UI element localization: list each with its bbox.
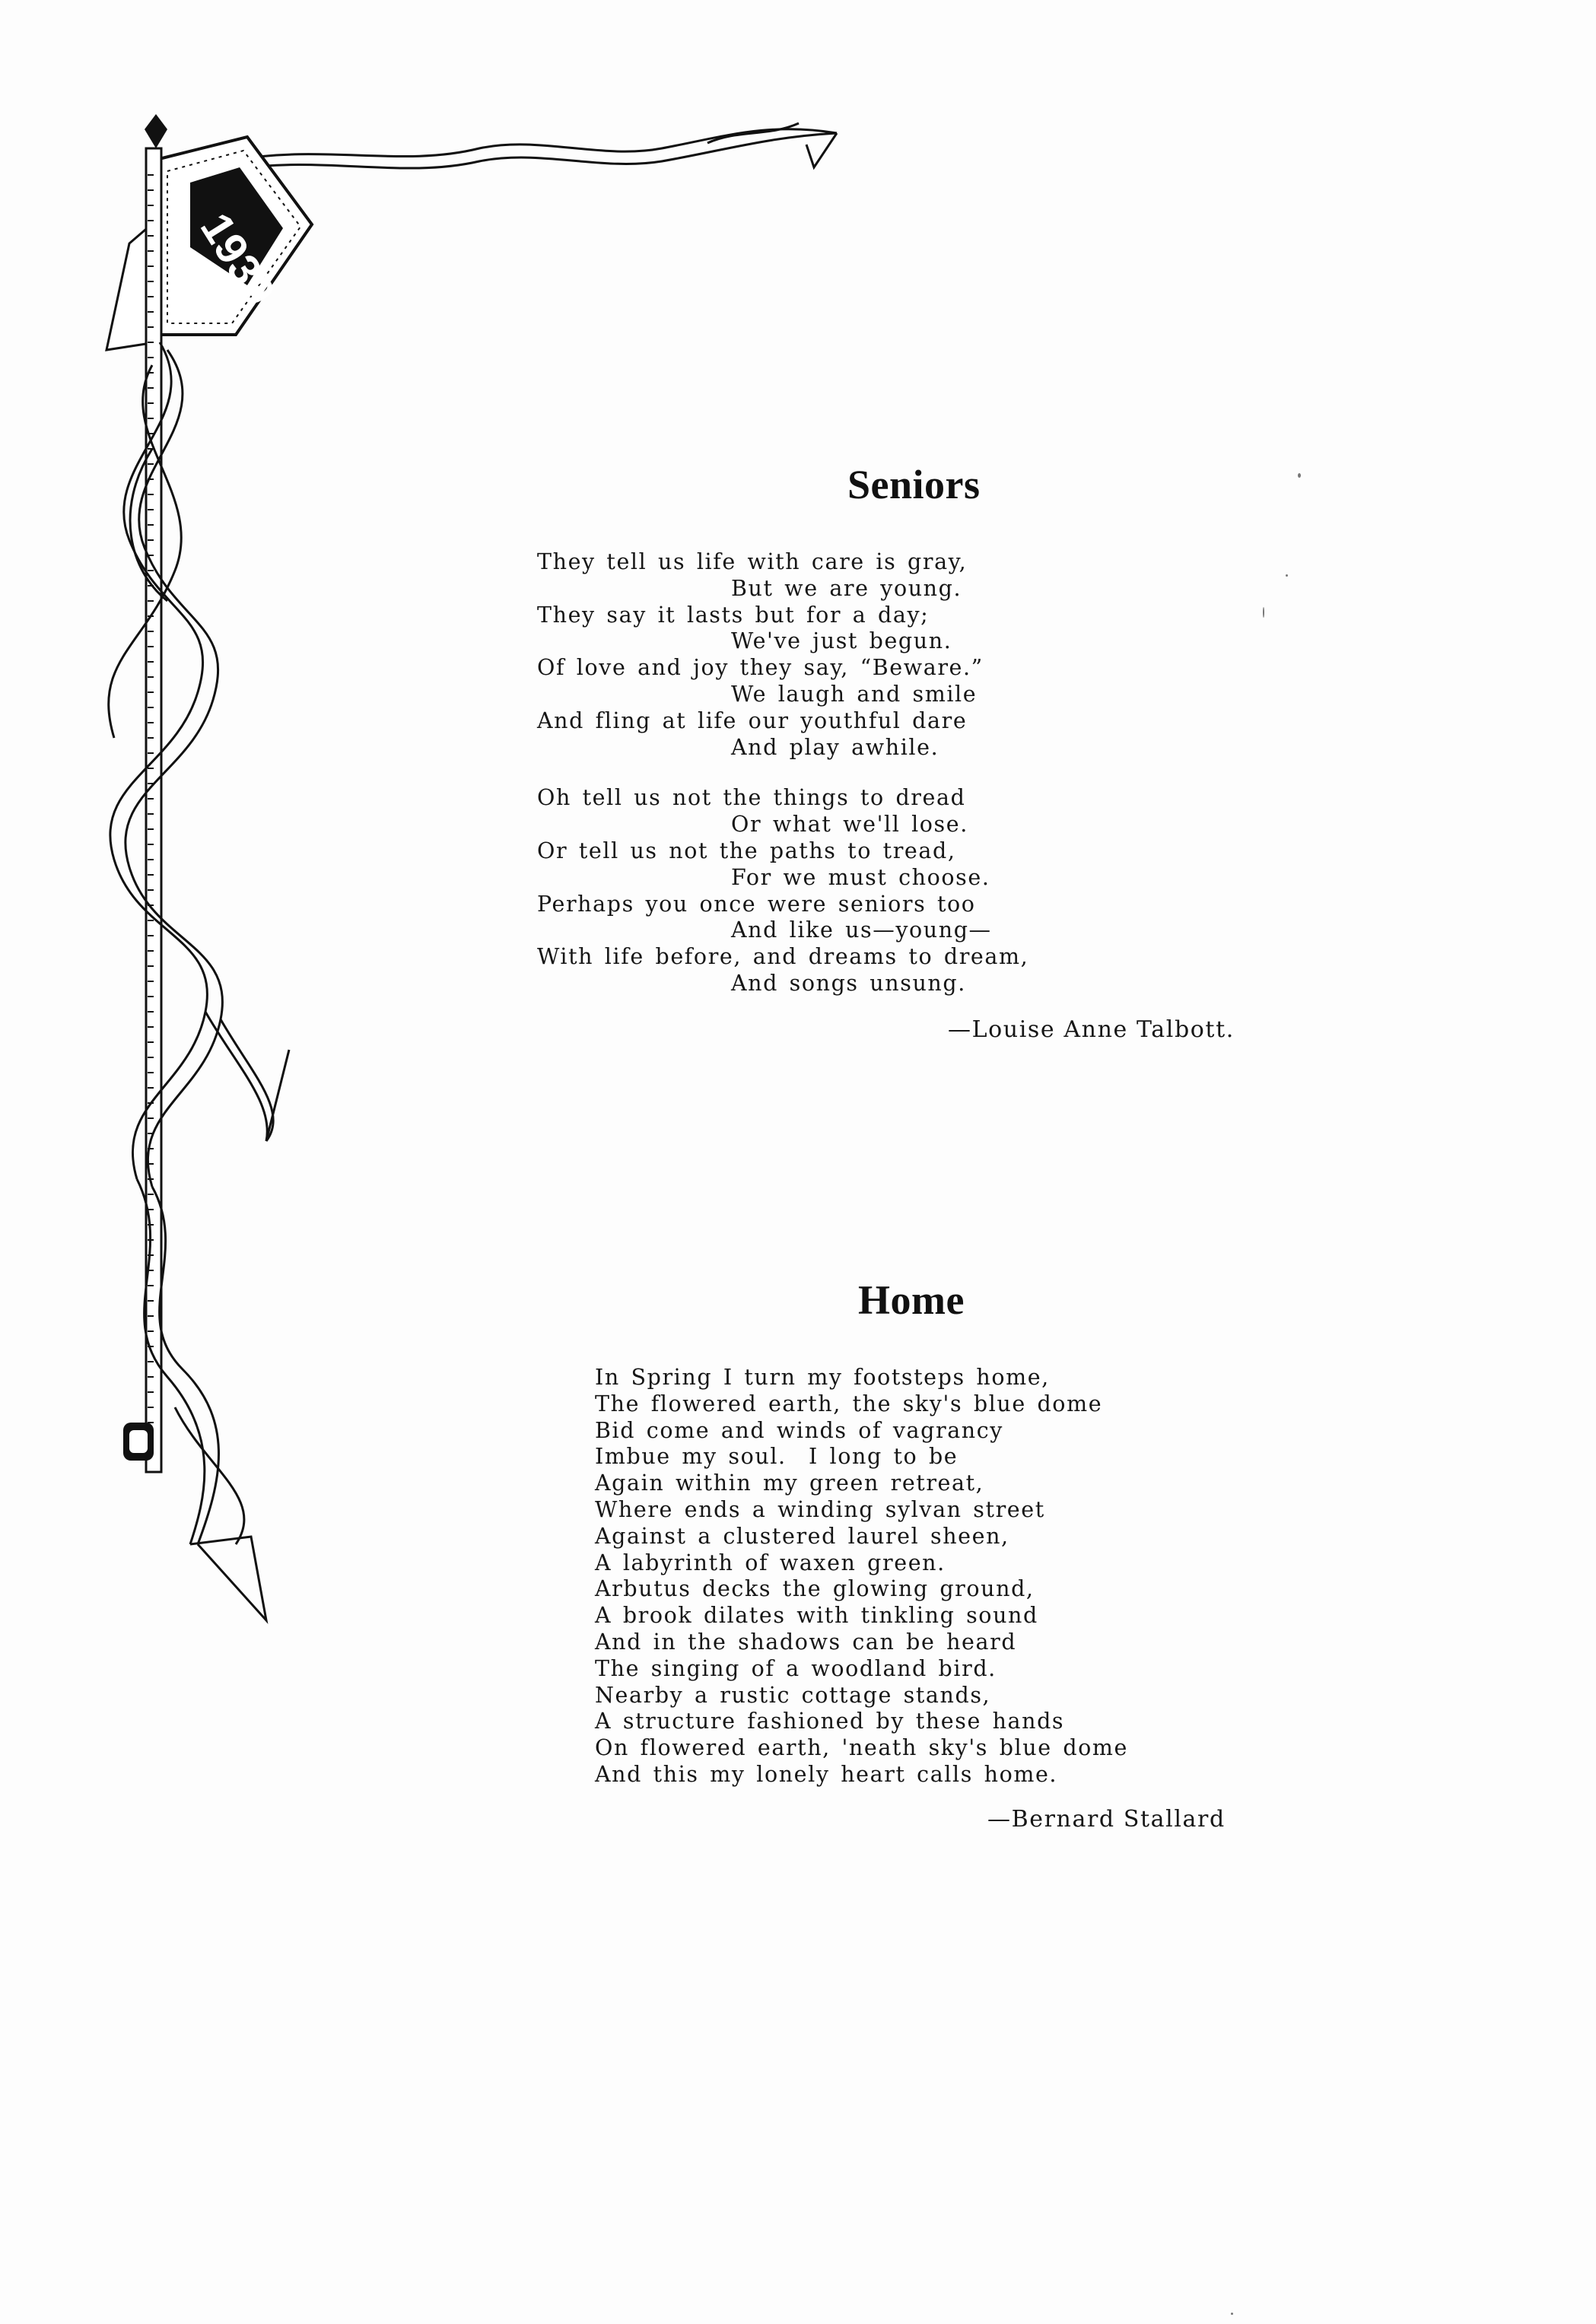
poem-line: Where ends a winding sylvan street	[595, 1496, 1045, 1522]
poem-line: With life before, and dreams to dream,	[537, 944, 1029, 970]
poem-line: The flowered earth, the sky's blue dome	[595, 1391, 1103, 1416]
poem-line: They say it lasts but for a day;	[537, 602, 930, 628]
poem-author-home: —Bernard Stallard	[987, 1806, 1226, 1833]
poem-line: On flowered earth, 'neath sky's blue dome	[595, 1735, 1129, 1761]
poem-line: We laugh and smile	[731, 681, 978, 707]
streamer-ribbon-top	[236, 123, 837, 169]
poem-line: And in the shadows can be heard	[595, 1629, 1017, 1655]
pole-finial	[145, 114, 167, 148]
poem-line: For we must choose.	[731, 864, 990, 890]
poem-line: A brook dilates with tinkling sound	[595, 1603, 1038, 1629]
pennant-1939	[107, 137, 312, 350]
scan-speck	[1231, 2313, 1233, 2315]
poem-author-seniors: —Louise Anne Talbott.	[948, 1016, 1235, 1043]
poem-line: Or what we'll lose.	[731, 812, 968, 838]
poem-line: And play awhile.	[731, 734, 939, 760]
poem-line: In Spring I turn my footsteps home,	[595, 1365, 1050, 1390]
poem-seniors	[537, 549, 1028, 997]
poem-line: Of love and joy they say, “Beware.”	[537, 655, 984, 681]
poem-line: Again within my green retreat,	[595, 1470, 984, 1496]
poem-line: We've just begun.	[731, 628, 952, 654]
stanza-break	[537, 761, 1028, 785]
poem-line: And like us—young—	[731, 917, 992, 943]
poem-title-seniors: Seniors	[847, 462, 981, 507]
poem-line: And songs unsung.	[731, 970, 966, 996]
poem-line: Against a clustered laurel sheen,	[595, 1523, 1009, 1549]
poem-line: Perhaps you once were seniors too	[537, 891, 976, 917]
poem-line: Imbue my soul. I long to be	[595, 1444, 959, 1470]
poem-home	[595, 1365, 1128, 1788]
poem-title-home: Home	[858, 1277, 965, 1323]
pennant-year: 1939	[190, 205, 285, 314]
poem-line: A structure fashioned by these hands	[595, 1709, 1065, 1734]
poem-line: Oh tell us not the things to dread	[537, 785, 966, 811]
poem-line: And this my lonely heart calls home.	[595, 1761, 1058, 1787]
poem-line: The singing of a woodland bird.	[595, 1655, 997, 1681]
poem-line: Or tell us not the paths to tread,	[537, 838, 956, 863]
poem-line: Arbutus decks the glowing ground,	[595, 1576, 1035, 1602]
poem-line: And fling at life our youthful dare	[537, 707, 968, 733]
poem-line: They tell us life with care is gray,	[537, 549, 968, 574]
scan-speck	[1263, 607, 1264, 618]
poem-line: A labyrinth of waxen green.	[595, 1550, 946, 1575]
poem-line: But we are young.	[731, 575, 962, 601]
scan-speck	[1298, 473, 1301, 478]
poem-line: Bid come and winds of vagrancy	[595, 1417, 1004, 1443]
scan-speck	[1286, 574, 1288, 577]
poem-line: Nearby a rustic cottage stands,	[595, 1682, 991, 1708]
